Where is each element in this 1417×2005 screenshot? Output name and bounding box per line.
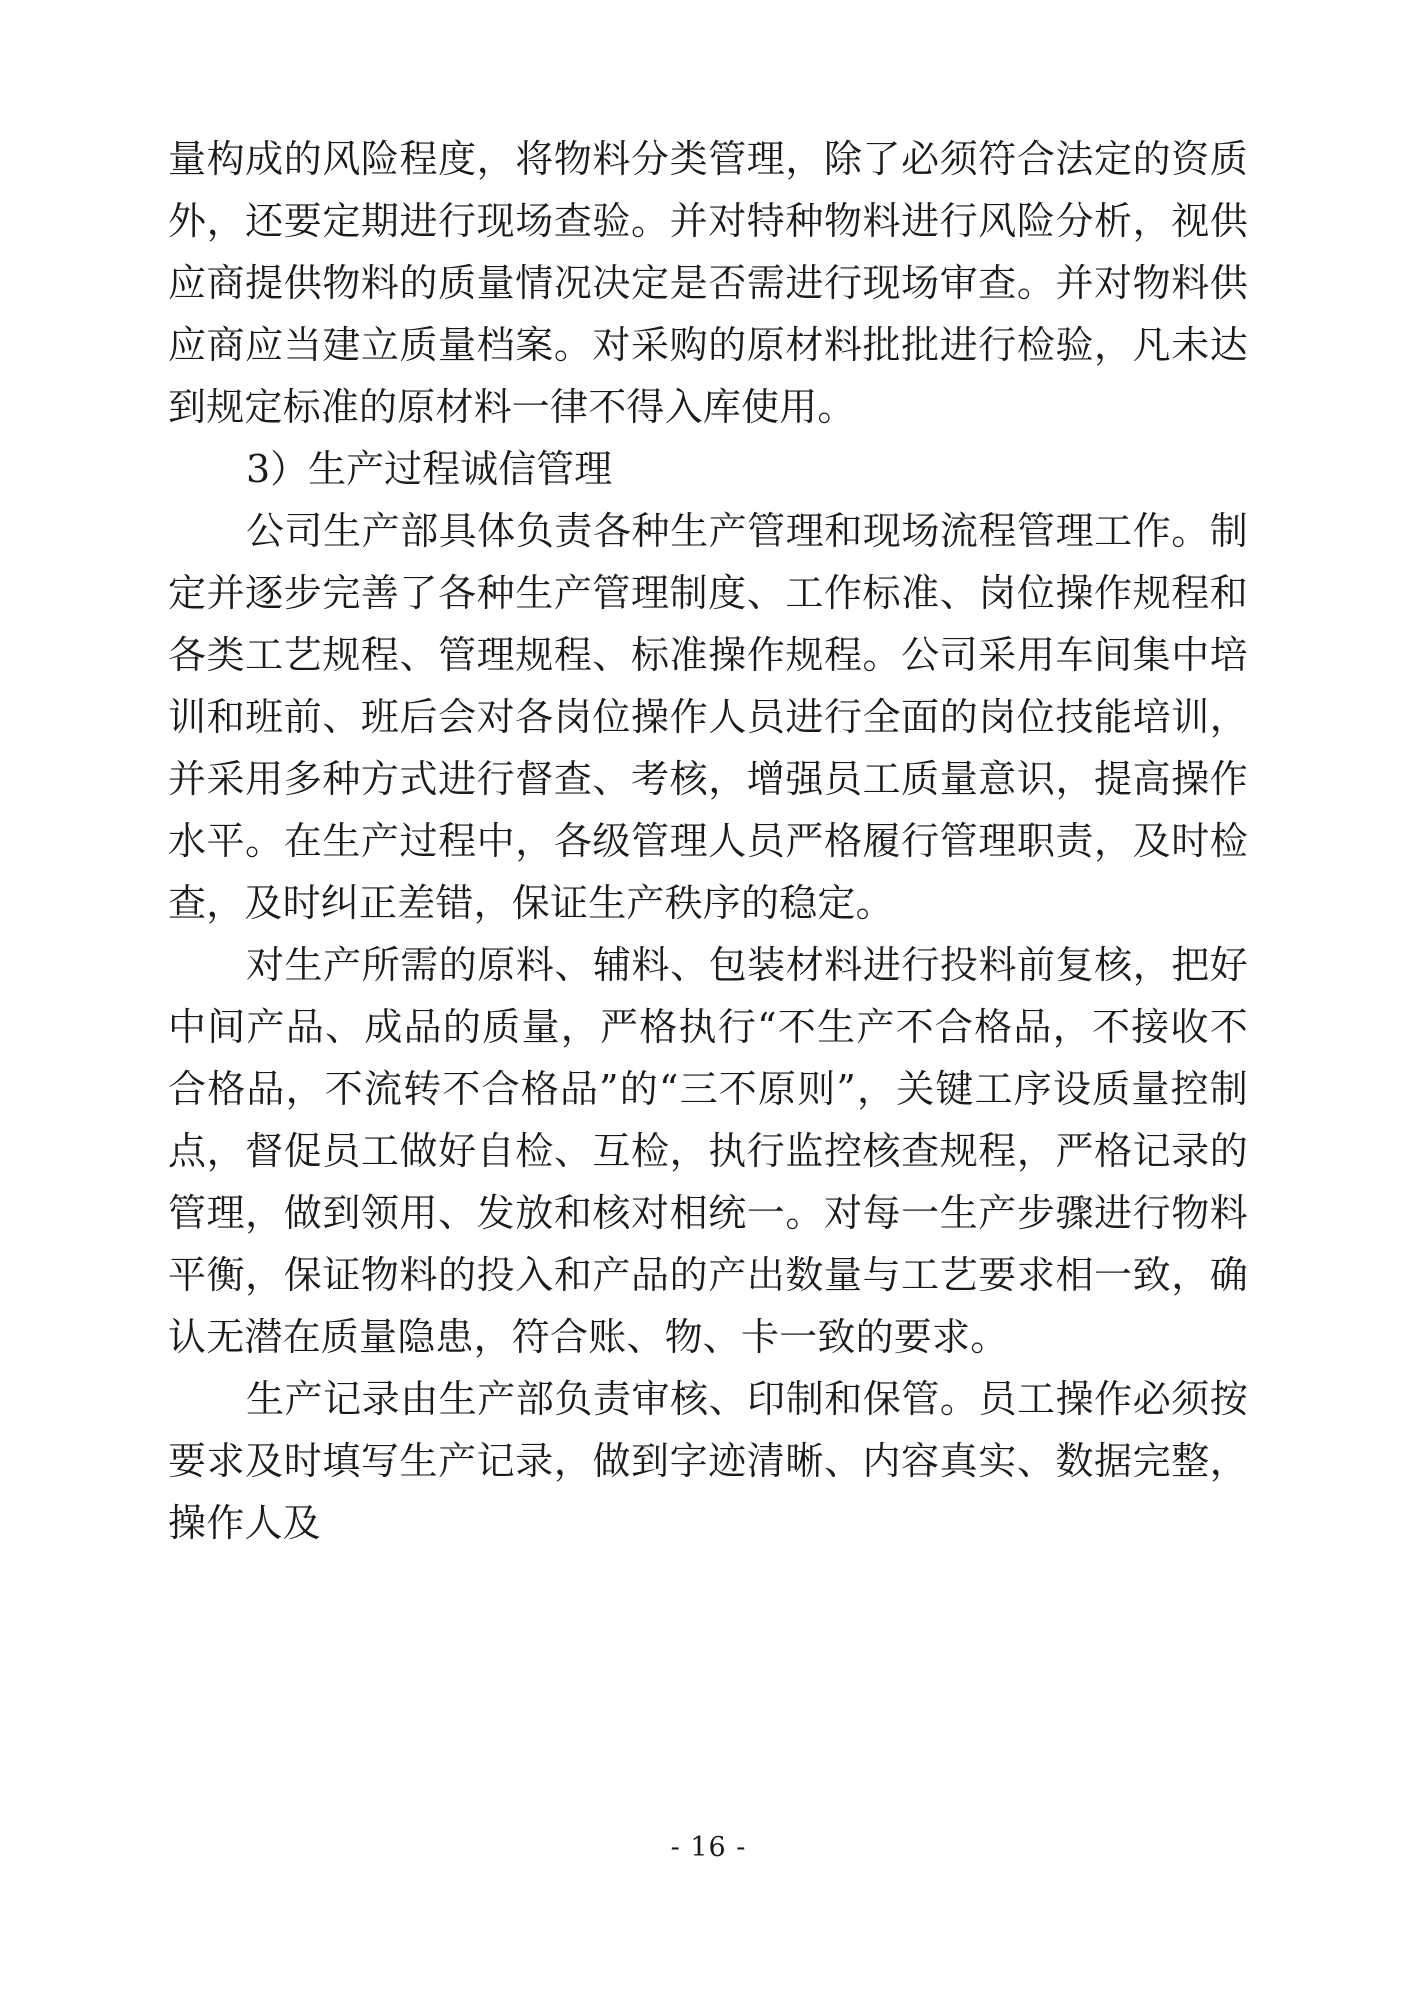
body-text-column — [168, 128, 1248, 1554]
section-heading-3-production-process-integrity-management: 3）生产过程诚信管理 — [246, 447, 613, 491]
paragraph-production-department-responsibilities: 公司生产部具体负责各种生产管理和现场流程管理工作。制定并逐步完善了各种生产管理制度、工作标准、岗位操作规程和各类工艺规程、管理规程、标准操作规程。公司采用车间集中培训和班前、班后会对各岗位操作人员进行全面的岗位技能培训，并采用多种方式进行督查、考核，增强员工质量意识，提高操作水平。在生产过程中，各级管理人员严格履行管理职责，及时检查，及时纠正差错，保证生产秩序的稳定。 — [168, 509, 1248, 925]
paragraph-material-review-three-no-principle: 对生产所需的原料、辅料、包装材料进行投料前复核，把好中间产品、成品的质量，严格执行“不生产不合格品，不接收不合格品，不流转不合格品”的“三不原则”，关键工序设质量控制点，督促员工做好自检、互检，执行监控核查规程，严格记录的管理，做到领用、发放和核对相统一。对每一生产步骤进行物料平衡，保证物料的投入和产品的产出数量与工艺要求相一致，确认无潜在质量隐患，符合账、物、卡一致的要求。 — [168, 943, 1248, 1359]
page-number-footer: - 16 - — [670, 1832, 747, 1863]
paragraph-continued-from-previous-page: 量构成的风险程度，将物料分类管理，除了必须符合法定的资质外，还要定期进行现场查验。并对特种物料进行风险分析，视供应商提供物料的质量情况决定是否需进行现场审查。并对物料供应商应当建立质量档案。对采购的原材料批批进行检验，凡未达到规定标准的原材料一律不得入库使用。 — [168, 137, 1248, 429]
paragraph-production-records: 生产记录由生产部负责审核、印制和保管。员工操作必须按要求及时填写生产记录，做到字迹清晰、内容真实、数据完整，操作人及 — [168, 1377, 1248, 1545]
